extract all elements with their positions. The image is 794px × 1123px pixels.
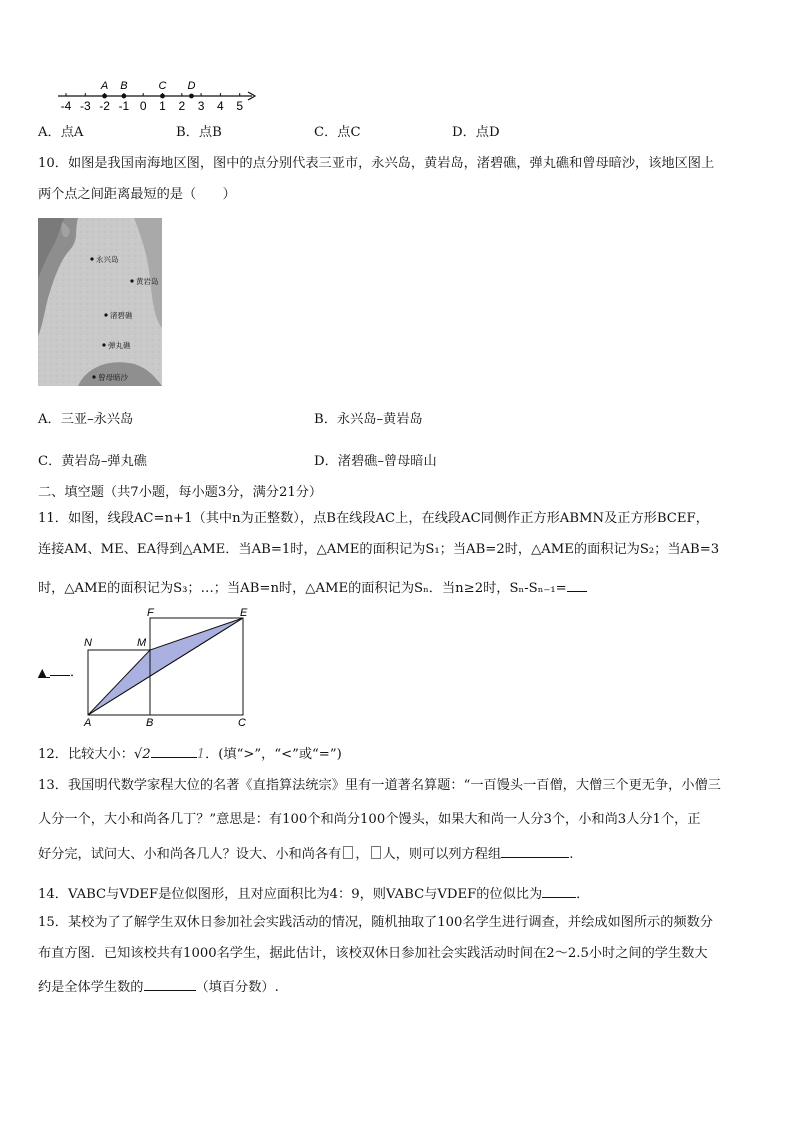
number-line-point bbox=[189, 94, 194, 99]
q13-line1: 13．我国明代数学家程大位的名著《直指算法统宗》里有一道著名算题：“一百馒头一百僧，大僧三个更无争，小僧三 bbox=[38, 778, 721, 793]
number-line-tick-label: 1 bbox=[159, 99, 166, 113]
q11-line1: 11．如图，线段AC=n+1（其中n为正整数），点B在线段AC上，在线段AC同侧作正方形ABMN及正方形BCEF， bbox=[38, 511, 709, 526]
map-point-label: 永兴岛 bbox=[96, 255, 119, 264]
q9-option-b: B．点B bbox=[176, 125, 222, 140]
map-point-label: 渚碧礁 bbox=[110, 311, 133, 320]
q11-answer-row bbox=[38, 661, 83, 683]
label-c: C bbox=[238, 717, 246, 729]
q13-line3-c: 人，则可以列方程组 bbox=[382, 847, 502, 862]
q13-answer-blank bbox=[501, 843, 569, 858]
q14-tail: ． bbox=[576, 887, 590, 902]
south-china-sea-map bbox=[38, 218, 162, 386]
q9-option-c: C．点C bbox=[314, 125, 361, 140]
q11-answer-underline bbox=[50, 661, 70, 676]
q10-option-d: D．渚碧礁–曾母暗山 bbox=[314, 454, 437, 469]
q9-option-d: D．点D bbox=[452, 125, 500, 140]
map-point-label: 弹丸礁 bbox=[108, 341, 131, 350]
q9-option-a: A．点A bbox=[38, 125, 84, 140]
q12-answer-blank bbox=[151, 743, 197, 758]
q11-line3-text: 时，△AME的面积记为S₃；…；当AB=n时，△AME的面积记为Sₙ．当n≥2时，Sₙ-Sₙ₋₁= bbox=[38, 581, 567, 596]
q14-line bbox=[38, 883, 589, 905]
number-line-tick-label: -3 bbox=[79, 99, 91, 113]
q11-geometry-figure bbox=[78, 604, 258, 730]
number-line-tick-label: 2 bbox=[178, 99, 186, 113]
q13-var-placeholder-2 bbox=[371, 846, 381, 859]
q12-sqrt2: √2 bbox=[133, 747, 151, 762]
label-n: N bbox=[84, 637, 92, 649]
q11-answer-mark: ▲ bbox=[38, 663, 50, 678]
q13-line3 bbox=[38, 843, 573, 865]
number-line-tick-label: -2 bbox=[99, 99, 110, 113]
label-e: E bbox=[240, 607, 248, 619]
q10-option-c: C．黄岩岛–弹丸礁 bbox=[38, 454, 147, 469]
q10-option-a: A．三亚–永兴岛 bbox=[38, 412, 134, 427]
number-line-point bbox=[160, 94, 165, 99]
number-line-point-label: A bbox=[100, 80, 109, 92]
map-point bbox=[92, 375, 95, 378]
q12-rhs: 1 bbox=[196, 747, 206, 762]
q12-suffix: ．(填“>”，“<”或“=”) bbox=[205, 747, 342, 762]
number-line-tick-label: 5 bbox=[236, 99, 244, 113]
number-line-tick-label: -1 bbox=[118, 99, 130, 113]
number-line-point-label: D bbox=[187, 80, 196, 92]
number-line-point bbox=[122, 94, 127, 99]
segment-ae bbox=[88, 618, 243, 715]
number-line-tick-label: -4 bbox=[60, 99, 72, 113]
q11-line3 bbox=[38, 577, 587, 599]
q10-line1: 10．如图是我国南海地区图，图中的点分别代表三亚市，永兴岛，黄岩岛，渚碧礁，弹丸礁和曾母暗沙，该地区图上 bbox=[38, 156, 715, 171]
q14-answer-blank bbox=[542, 883, 576, 898]
q15-line3-text: 约是全体学生数的 bbox=[38, 980, 144, 995]
q10-line2: 两个点之间距离最短的是（ ） bbox=[38, 187, 236, 202]
q11-answer-tail: ． bbox=[70, 665, 84, 680]
q10-option-b: B．永兴岛–黄岩岛 bbox=[314, 412, 423, 427]
q13-line3-d: . bbox=[569, 847, 574, 862]
q11-line2: 连接AM、ME、EA得到△AME．当AB=1时，△AME的面积记为S₁；当AB=2时，△AME的面积记为S₂；当AB=3 bbox=[38, 542, 720, 557]
q13-line3-b: ， bbox=[355, 847, 369, 862]
q11-answer-blank bbox=[567, 577, 587, 592]
number-line-point-label: C bbox=[158, 80, 167, 92]
number-line-point-label: B bbox=[120, 80, 128, 92]
label-m: M bbox=[137, 637, 147, 649]
q12-line bbox=[38, 743, 342, 765]
label-f: F bbox=[147, 607, 154, 619]
label-b: B bbox=[146, 717, 154, 729]
q13-line2: 人分一个，大小和尚各几丁？”意思是：有100个和尚分100个馒头，如果大和尚一人分3个，小和尚3人分1个，正 bbox=[38, 812, 701, 827]
number-line-point bbox=[102, 94, 107, 99]
number-line-figure bbox=[52, 78, 262, 118]
number-line-tick-label: 3 bbox=[197, 99, 205, 113]
map-point bbox=[102, 343, 105, 346]
q14-text: 14．VABC与VDEF是位似图形，且对应面积比为4：9，则VABC与VDEF的位似比为 bbox=[38, 887, 543, 902]
map-point bbox=[90, 257, 93, 260]
map-point-label: 黄岩岛 bbox=[136, 277, 159, 286]
q12-prefix: 12．比较大小： bbox=[38, 747, 134, 762]
q15-line3 bbox=[38, 976, 279, 998]
q15-answer-blank bbox=[144, 976, 196, 991]
q15-line1: 15．某校为了了解学生双休日参加社会实践活动的情况，随机抽取了100名学生进行调查，并绘成如图所示的频数分 bbox=[38, 915, 713, 930]
q15-line2: 布直方图．已知该校共有1000名学生，据此估计，该校双休日参加社会实践活动时间在2～2.5小时之间的学生数大 bbox=[38, 946, 708, 961]
section-heading-fill-in: 二、填空题（共7小题，每小题3分，满分21分） bbox=[38, 485, 323, 500]
q15-line3-tail: （填百分数）. bbox=[195, 980, 279, 995]
q13-line3-a: 好分完，试问大、小和尚各几人？设大、小和尚各有 bbox=[38, 847, 342, 862]
map-point bbox=[104, 313, 107, 316]
map-point bbox=[130, 279, 133, 282]
q13-var-placeholder-1 bbox=[343, 846, 353, 859]
map-point-label: 曾母暗沙 bbox=[98, 373, 128, 382]
number-line-tick-label: 4 bbox=[217, 99, 224, 113]
label-a: A bbox=[84, 717, 92, 729]
number-line-tick-label: 0 bbox=[139, 99, 147, 113]
